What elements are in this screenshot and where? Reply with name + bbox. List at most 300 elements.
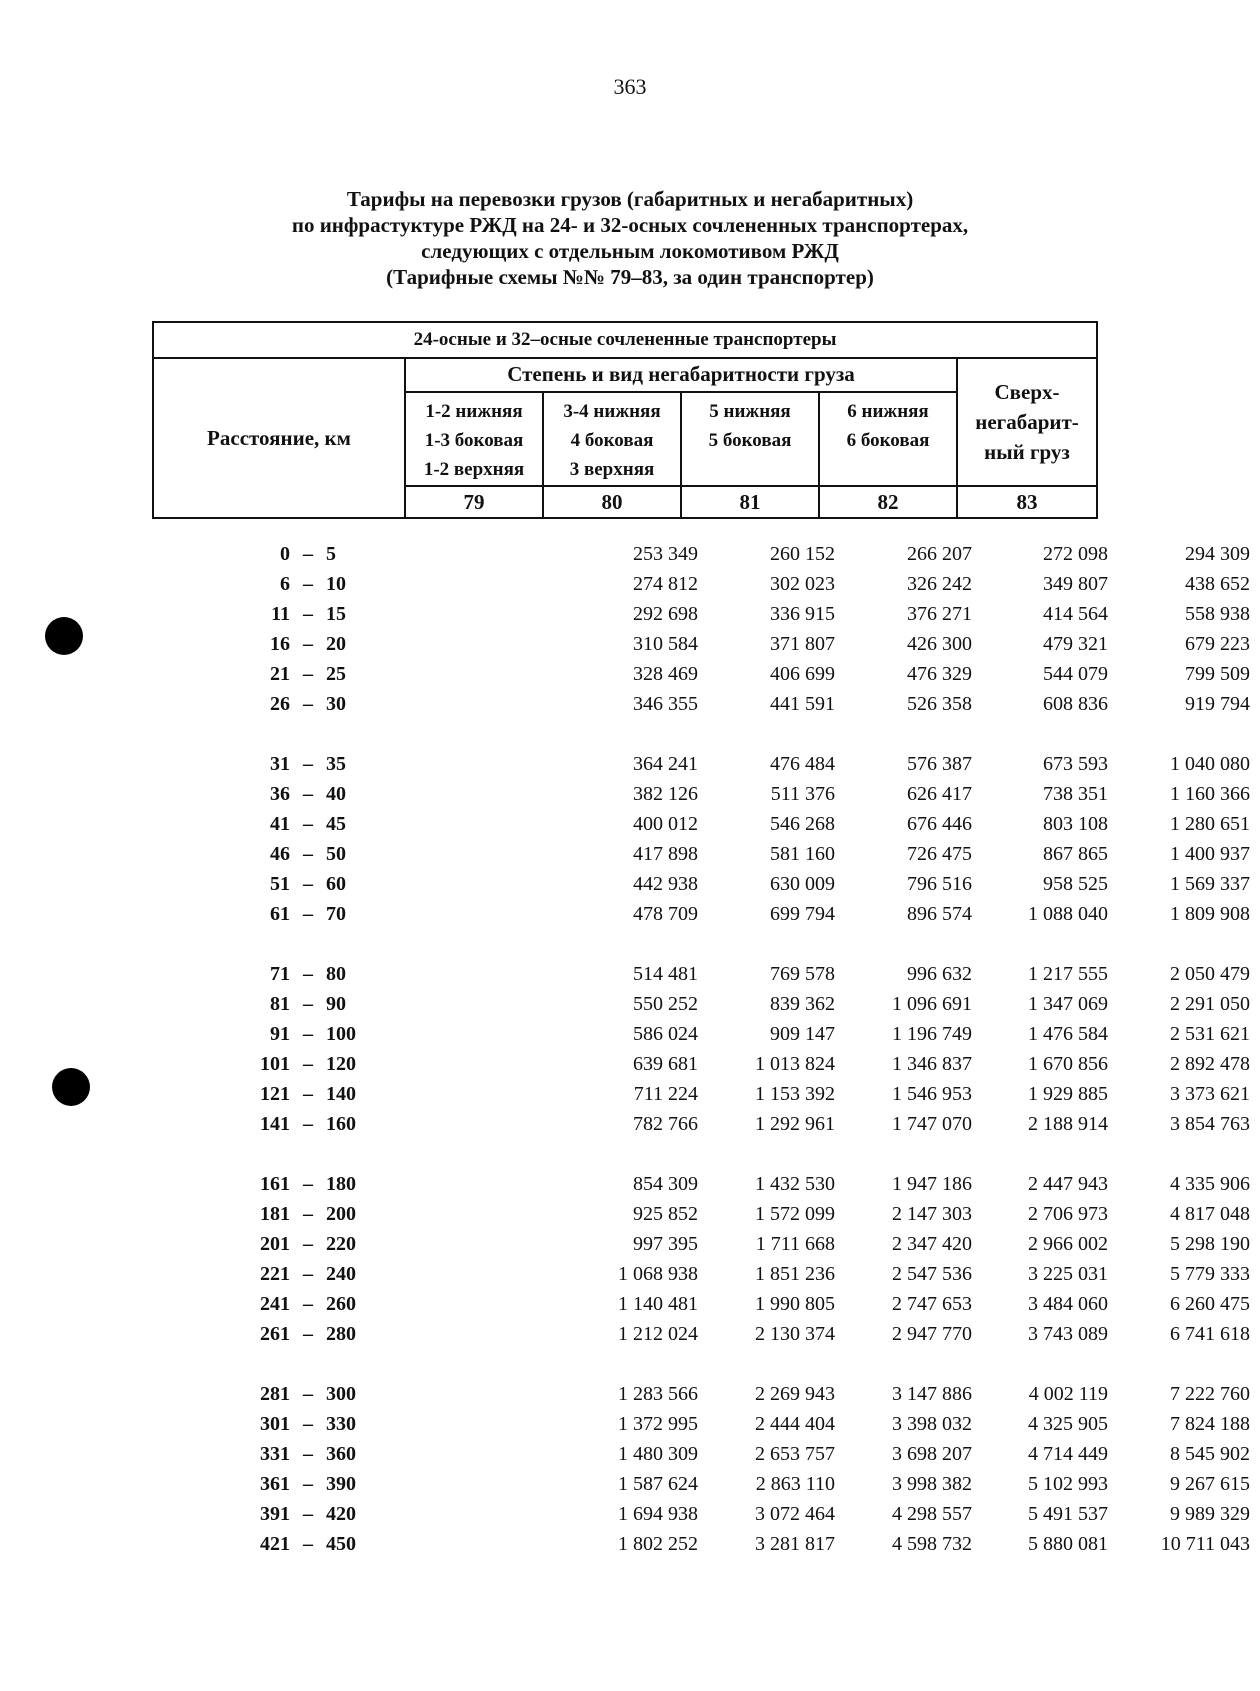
header-col-line: 3 верхняя — [569, 459, 655, 480]
tariff-value-81: 896 574 — [907, 903, 972, 925]
tariff-value-80: 2 653 757 — [755, 1443, 835, 1465]
tariff-value-83: 438 652 — [1185, 573, 1250, 595]
tariff-value-82: 958 525 — [1043, 873, 1108, 895]
distance-from: 71 — [270, 963, 290, 985]
tariff-value-81: 376 271 — [907, 603, 972, 625]
tariff-value-81: 426 300 — [907, 633, 972, 655]
range-dash: – — [303, 1413, 313, 1435]
range-dash: – — [303, 1263, 313, 1285]
tariff-value-80: 441 591 — [770, 693, 835, 715]
tariff-value-81: 726 475 — [907, 843, 972, 865]
range-dash: – — [303, 1113, 313, 1135]
tariff-value-79: 442 938 — [633, 873, 698, 895]
tariff-value-82: 479 321 — [1043, 633, 1108, 655]
header-super-oversize — [957, 358, 1097, 486]
tariff-value-80: 406 699 — [770, 663, 835, 685]
tariff-value-82: 4 325 905 — [1028, 1413, 1108, 1435]
range-dash: – — [303, 1053, 313, 1075]
tariff-value-83: 1 160 366 — [1170, 783, 1250, 805]
table-row — [152, 1259, 1250, 1289]
tariff-value-82: 1 929 885 — [1028, 1083, 1108, 1105]
tariff-value-83: 1 040 080 — [1170, 753, 1250, 775]
tariff-value-82: 2 188 914 — [1028, 1113, 1108, 1135]
distance-to: 35 — [326, 753, 346, 775]
distance-from: 161 — [260, 1173, 290, 1195]
tariff-value-81: 626 417 — [907, 783, 972, 805]
tariff-value-83: 2 892 478 — [1170, 1053, 1250, 1075]
tariff-value-83: 679 223 — [1185, 633, 1250, 655]
distance-from: 361 — [260, 1473, 290, 1495]
range-dash: – — [303, 873, 313, 895]
distance-from: 301 — [260, 1413, 290, 1435]
distance-to: 120 — [326, 1053, 356, 1075]
tariff-value-80: 371 807 — [770, 633, 835, 655]
tariff-value-81: 576 387 — [907, 753, 972, 775]
tariff-value-80: 3 072 464 — [755, 1503, 835, 1525]
tariff-value-79: 1 480 309 — [618, 1443, 698, 1465]
tariff-value-79: 550 252 — [633, 993, 698, 1015]
table-row — [152, 869, 1250, 899]
tariff-value-82: 673 593 — [1043, 753, 1108, 775]
tariff-value-82: 1 088 040 — [1028, 903, 1108, 925]
tariff-table-body — [152, 539, 1250, 1589]
header-col-81 — [681, 392, 819, 486]
tariff-value-82: 3 484 060 — [1028, 1293, 1108, 1315]
range-dash: – — [303, 1083, 313, 1105]
distance-to: 45 — [326, 813, 346, 835]
tariff-value-83: 3 854 763 — [1170, 1113, 1250, 1135]
distance-from: 21 — [270, 663, 290, 685]
tariff-value-82: 2 706 973 — [1028, 1203, 1108, 1225]
tariff-value-83: 799 509 — [1185, 663, 1250, 685]
tariff-value-81: 526 358 — [907, 693, 972, 715]
tariff-value-80: 1 432 530 — [755, 1173, 835, 1195]
tariff-value-81: 796 516 — [907, 873, 972, 895]
tariff-value-83: 5 298 190 — [1170, 1233, 1250, 1255]
tariff-value-80: 769 578 — [770, 963, 835, 985]
distance-to: 240 — [326, 1263, 356, 1285]
tariff-value-79: 1 140 481 — [618, 1293, 698, 1315]
scheme-number-81: 81 — [681, 486, 819, 518]
distance-to: 220 — [326, 1233, 356, 1255]
table-row — [152, 539, 1250, 569]
distance-to: 100 — [326, 1023, 356, 1045]
tariff-value-79: 925 852 — [633, 1203, 698, 1225]
tariff-value-83: 2 050 479 — [1170, 963, 1250, 985]
tariff-value-83: 9 267 615 — [1170, 1473, 1250, 1495]
tariff-value-79: 1 212 024 — [618, 1323, 698, 1345]
table-row — [152, 809, 1250, 839]
range-dash: – — [303, 1533, 313, 1555]
header-col-line: 1-2 верхняя — [423, 459, 525, 480]
range-dash: – — [303, 693, 313, 715]
tariff-value-83: 8 545 902 — [1170, 1443, 1250, 1465]
row-group — [152, 1379, 1250, 1559]
tariff-value-79: 1 694 938 — [618, 1503, 698, 1525]
distance-to: 280 — [326, 1323, 356, 1345]
tariff-value-80: 476 484 — [770, 753, 835, 775]
row-group — [152, 1169, 1250, 1349]
header-col-82 — [819, 392, 957, 486]
table-row — [152, 599, 1250, 629]
tariff-value-80: 1 990 805 — [755, 1293, 835, 1315]
tariff-value-83: 9 989 329 — [1170, 1503, 1250, 1525]
table-row — [152, 1319, 1250, 1349]
tariff-value-80: 546 268 — [770, 813, 835, 835]
title-line: Тарифы на перевозки грузов (габаритных и негабаритных) — [346, 187, 914, 211]
distance-from: 11 — [271, 603, 290, 625]
distance-from: 0 — [280, 543, 290, 565]
tariff-value-83: 1 809 908 — [1170, 903, 1250, 925]
tariff-value-82: 349 807 — [1043, 573, 1108, 595]
table-row — [152, 1289, 1250, 1319]
distance-to: 15 — [326, 603, 346, 625]
tariff-value-82: 608 836 — [1043, 693, 1108, 715]
table-row — [152, 1049, 1250, 1079]
range-dash: – — [303, 1233, 313, 1255]
header-transporter-type: 24-осные и 32–осные сочлененные транспортеры — [153, 322, 1097, 358]
tariff-value-82: 414 564 — [1043, 603, 1108, 625]
tariff-value-81: 4 598 732 — [892, 1533, 972, 1555]
table-row — [152, 899, 1250, 929]
tariff-value-79: 292 698 — [633, 603, 698, 625]
tariff-value-82: 3 743 089 — [1028, 1323, 1108, 1345]
tariff-value-82: 4 714 449 — [1028, 1443, 1108, 1465]
header-col-line: 1-3 боковая — [424, 430, 524, 451]
range-dash: – — [303, 813, 313, 835]
tariff-value-79: 514 481 — [633, 963, 698, 985]
range-dash: – — [303, 753, 313, 775]
tariff-value-80: 336 915 — [770, 603, 835, 625]
tariff-value-81: 2 947 770 — [892, 1323, 972, 1345]
tariff-value-83: 7 222 760 — [1170, 1383, 1250, 1405]
tariff-value-82: 2 966 002 — [1028, 1233, 1108, 1255]
distance-to: 60 — [326, 873, 346, 895]
distance-from: 261 — [260, 1323, 290, 1345]
tariff-value-79: 711 224 — [633, 1083, 698, 1105]
tariff-value-79: 346 355 — [633, 693, 698, 715]
range-dash: – — [303, 993, 313, 1015]
tariff-value-79: 1 587 624 — [618, 1473, 698, 1495]
tariff-value-81: 1 096 691 — [892, 993, 972, 1015]
distance-from: 331 — [260, 1443, 290, 1465]
tariff-value-82: 272 098 — [1043, 543, 1108, 565]
header-super-line: ный груз — [984, 440, 1070, 464]
header-col-line: 6 нижняя — [847, 401, 929, 422]
distance-to: 450 — [326, 1533, 356, 1555]
distance-from: 281 — [260, 1383, 290, 1405]
distance-from: 201 — [260, 1233, 290, 1255]
tariff-value-83: 6 260 475 — [1170, 1293, 1250, 1315]
tariff-value-80: 699 794 — [770, 903, 835, 925]
distance-from: 391 — [260, 1503, 290, 1525]
table-row — [152, 839, 1250, 869]
distance-to: 140 — [326, 1083, 356, 1105]
tariff-value-80: 2 444 404 — [755, 1413, 835, 1435]
page-number: 363 — [613, 74, 647, 99]
tariff-value-82: 1 217 555 — [1028, 963, 1108, 985]
tariff-value-80: 581 160 — [770, 843, 835, 865]
scheme-number-80: 80 — [543, 486, 681, 518]
tariff-value-80: 302 023 — [770, 573, 835, 595]
tariff-value-79: 1 372 995 — [618, 1413, 698, 1435]
range-dash: – — [303, 1473, 313, 1495]
tariff-value-79: 274 812 — [633, 573, 698, 595]
distance-from: 51 — [270, 873, 290, 895]
distance-to: 160 — [326, 1113, 356, 1135]
tariff-value-83: 294 309 — [1185, 543, 1250, 565]
distance-from: 121 — [260, 1083, 290, 1105]
table-row — [152, 689, 1250, 719]
tariff-value-80: 1 292 961 — [755, 1113, 835, 1135]
row-group — [152, 539, 1250, 719]
distance-from: 81 — [270, 993, 290, 1015]
table-row — [152, 959, 1250, 989]
range-dash: – — [303, 1203, 313, 1225]
tariff-value-81: 3 147 886 — [892, 1383, 972, 1405]
tariff-value-82: 1 670 856 — [1028, 1053, 1108, 1075]
table-row — [152, 779, 1250, 809]
tariff-value-79: 639 681 — [633, 1053, 698, 1075]
tariff-value-81: 676 446 — [907, 813, 972, 835]
distance-to: 90 — [326, 993, 346, 1015]
table-row — [152, 1169, 1250, 1199]
tariff-value-79: 310 584 — [633, 633, 698, 655]
range-dash: – — [303, 843, 313, 865]
distance-to: 330 — [326, 1413, 356, 1435]
tariff-value-83: 1 280 651 — [1170, 813, 1250, 835]
header-super-line: Сверх- — [994, 380, 1060, 404]
range-dash: – — [303, 1293, 313, 1315]
range-dash: – — [303, 1023, 313, 1045]
table-row — [152, 1199, 1250, 1229]
distance-to: 390 — [326, 1473, 356, 1495]
header-super-line: негабарит- — [975, 410, 1079, 434]
tariff-value-81: 4 298 557 — [892, 1503, 972, 1525]
tariff-value-79: 854 309 — [633, 1173, 698, 1195]
tariff-value-80: 1 013 824 — [755, 1053, 835, 1075]
range-dash: – — [303, 633, 313, 655]
punch-hole — [52, 1068, 90, 1106]
tariff-value-82: 2 447 943 — [1028, 1173, 1108, 1195]
tariff-value-79: 400 012 — [633, 813, 698, 835]
title-line: следующих с отдельным локомотивом РЖД — [421, 239, 839, 263]
distance-from: 61 — [270, 903, 290, 925]
tariff-value-82: 867 865 — [1043, 843, 1108, 865]
table-row — [152, 1469, 1250, 1499]
tariff-value-80: 1 711 668 — [755, 1233, 835, 1255]
tariff-value-81: 2 347 420 — [892, 1233, 972, 1255]
header-col-79 — [405, 392, 543, 486]
tariff-value-81: 2 147 303 — [892, 1203, 972, 1225]
header-col-line: 3-4 нижняя — [563, 401, 661, 422]
tariff-value-80: 260 152 — [770, 543, 835, 565]
tariff-value-82: 3 225 031 — [1028, 1263, 1108, 1285]
header-col-line: 1-2 нижняя — [425, 401, 523, 422]
distance-from: 41 — [270, 813, 290, 835]
distance-from: 421 — [260, 1533, 290, 1555]
range-dash: – — [303, 1383, 313, 1405]
range-dash: – — [303, 1503, 313, 1525]
table-row — [152, 629, 1250, 659]
distance-to: 80 — [326, 963, 346, 985]
header-oversize-degree: Степень и вид негабаритности груза — [405, 358, 957, 392]
tariff-value-83: 4 335 906 — [1170, 1173, 1250, 1195]
tariff-value-81: 476 329 — [907, 663, 972, 685]
distance-from: 101 — [260, 1053, 290, 1075]
tariff-table-header — [152, 321, 1098, 519]
tariff-value-82: 544 079 — [1043, 663, 1108, 685]
tariff-value-82: 738 351 — [1043, 783, 1108, 805]
header-distance: Расстояние, км — [153, 358, 405, 518]
tariff-value-79: 997 395 — [633, 1233, 698, 1255]
range-dash: – — [303, 783, 313, 805]
tariff-value-82: 803 108 — [1043, 813, 1108, 835]
tariff-value-80: 2 863 110 — [755, 1473, 835, 1495]
tariff-value-79: 586 024 — [633, 1023, 698, 1045]
distance-to: 25 — [326, 663, 346, 685]
table-row — [152, 749, 1250, 779]
distance-from: 46 — [270, 843, 290, 865]
tariff-value-83: 3 373 621 — [1170, 1083, 1250, 1105]
tariff-value-82: 1 476 584 — [1028, 1023, 1108, 1045]
distance-to: 260 — [326, 1293, 356, 1315]
table-row — [152, 1379, 1250, 1409]
table-row — [152, 1529, 1250, 1559]
distance-from: 141 — [260, 1113, 290, 1135]
distance-to: 5 — [326, 543, 336, 565]
distance-from: 221 — [260, 1263, 290, 1285]
tariff-value-79: 478 709 — [633, 903, 698, 925]
distance-to: 50 — [326, 843, 346, 865]
tariff-value-83: 2 291 050 — [1170, 993, 1250, 1015]
tariff-value-83: 7 824 188 — [1170, 1413, 1250, 1435]
range-dash: – — [303, 603, 313, 625]
distance-to: 70 — [326, 903, 346, 925]
tariff-value-80: 1 572 099 — [755, 1203, 835, 1225]
tariff-value-81: 266 207 — [907, 543, 972, 565]
tariff-value-81: 2 547 536 — [892, 1263, 972, 1285]
row-group — [152, 959, 1250, 1139]
distance-to: 180 — [326, 1173, 356, 1195]
table-row — [152, 1019, 1250, 1049]
tariff-value-81: 996 632 — [907, 963, 972, 985]
tariff-value-83: 2 531 621 — [1170, 1023, 1250, 1045]
table-row — [152, 1499, 1250, 1529]
tariff-value-80: 909 147 — [770, 1023, 835, 1045]
tariff-value-80: 2 269 943 — [755, 1383, 835, 1405]
tariff-value-83: 10 711 043 — [1160, 1533, 1250, 1555]
tariff-value-80: 630 009 — [770, 873, 835, 895]
tariff-value-82: 5 102 993 — [1028, 1473, 1108, 1495]
distance-from: 6 — [280, 573, 290, 595]
tariff-value-82: 4 002 119 — [1028, 1383, 1108, 1405]
header-col-line: 4 боковая — [570, 430, 654, 451]
range-dash: – — [303, 1443, 313, 1465]
title-line: по инфрастуктуре РЖД на 24- и 32-осных сочлененных транспортерах, — [291, 213, 969, 237]
table-row — [152, 569, 1250, 599]
tariff-value-79: 1 802 252 — [618, 1533, 698, 1555]
tariff-value-81: 3 698 207 — [892, 1443, 972, 1465]
tariff-value-82: 5 880 081 — [1028, 1533, 1108, 1555]
distance-from: 26 — [270, 693, 290, 715]
distance-to: 200 — [326, 1203, 356, 1225]
tariff-value-80: 511 376 — [770, 783, 835, 805]
table-row — [152, 1409, 1250, 1439]
scheme-number-79: 79 — [405, 486, 543, 518]
tariff-value-82: 1 347 069 — [1028, 993, 1108, 1015]
range-dash: – — [303, 663, 313, 685]
tariff-value-79: 1 068 938 — [618, 1263, 698, 1285]
tariff-value-79: 364 241 — [633, 753, 698, 775]
punch-hole — [45, 617, 83, 655]
tariff-value-81: 3 398 032 — [892, 1413, 972, 1435]
tariff-value-80: 1 851 236 — [755, 1263, 835, 1285]
range-dash: – — [303, 573, 313, 595]
header-col-80 — [543, 392, 681, 486]
table-row — [152, 1079, 1250, 1109]
tariff-value-79: 253 349 — [633, 543, 698, 565]
distance-to: 40 — [326, 783, 346, 805]
distance-from: 91 — [270, 1023, 290, 1045]
distance-to: 360 — [326, 1443, 356, 1465]
header-col-line: 6 боковая — [846, 430, 930, 451]
tariff-value-83: 5 779 333 — [1170, 1263, 1250, 1285]
tariff-value-79: 328 469 — [633, 663, 698, 685]
tariff-value-83: 558 938 — [1185, 603, 1250, 625]
table-row — [152, 989, 1250, 1019]
table-row — [152, 659, 1250, 689]
distance-from: 241 — [260, 1293, 290, 1315]
document-title — [150, 186, 1110, 290]
tariff-value-81: 3 998 382 — [892, 1473, 972, 1495]
distance-from: 31 — [270, 753, 290, 775]
distance-to: 30 — [326, 693, 346, 715]
tariff-value-79: 382 126 — [633, 783, 698, 805]
tariff-value-81: 1 747 070 — [892, 1113, 972, 1135]
tariff-value-83: 919 794 — [1185, 693, 1250, 715]
tariff-value-83: 4 817 048 — [1170, 1203, 1250, 1225]
distance-to: 420 — [326, 1503, 356, 1525]
tariff-value-80: 2 130 374 — [755, 1323, 835, 1345]
range-dash: – — [303, 1173, 313, 1195]
tariff-value-81: 326 242 — [907, 573, 972, 595]
range-dash: – — [303, 903, 313, 925]
scheme-number-83: 83 — [957, 486, 1097, 518]
title-line: (Тарифные схемы №№ 79–83, за один транспортер) — [386, 265, 874, 289]
scheme-number-82: 82 — [819, 486, 957, 518]
range-dash: – — [303, 1323, 313, 1345]
header-col-line: 5 боковая — [708, 430, 792, 451]
tariff-value-83: 1 569 337 — [1170, 873, 1250, 895]
table-row — [152, 1439, 1250, 1469]
row-group — [152, 749, 1250, 929]
tariff-value-82: 5 491 537 — [1028, 1503, 1108, 1525]
tariff-value-83: 1 400 937 — [1170, 843, 1250, 865]
tariff-value-81: 2 747 653 — [892, 1293, 972, 1315]
table-row — [152, 1229, 1250, 1259]
tariff-value-80: 839 362 — [770, 993, 835, 1015]
tariff-value-79: 417 898 — [633, 843, 698, 865]
tariff-value-80: 3 281 817 — [755, 1533, 835, 1555]
tariff-value-83: 6 741 618 — [1170, 1323, 1250, 1345]
tariff-value-81: 1 947 186 — [892, 1173, 972, 1195]
distance-from: 181 — [260, 1203, 290, 1225]
range-dash: – — [303, 963, 313, 985]
distance-to: 300 — [326, 1383, 356, 1405]
tariff-value-81: 1 346 837 — [892, 1053, 972, 1075]
tariff-value-81: 1 196 749 — [892, 1023, 972, 1045]
